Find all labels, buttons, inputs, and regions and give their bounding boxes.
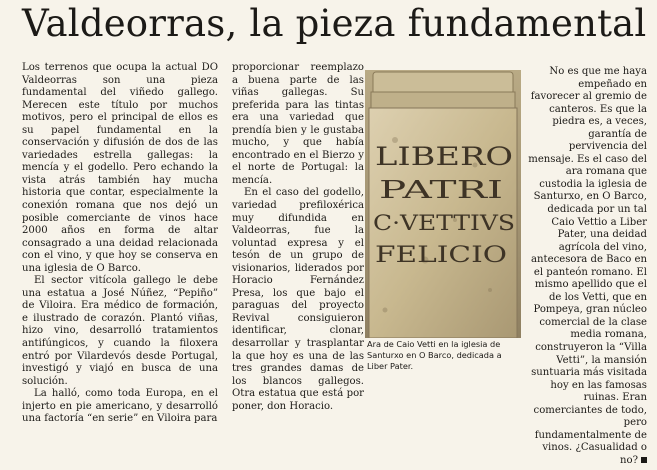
column-1	[22, 62, 218, 426]
roman-altar-image	[365, 70, 521, 338]
headline: Valdeorras, la pieza fundamental	[22, 2, 647, 45]
column-2	[232, 62, 364, 413]
paragraph: El sector vitícola gallego le debe una estatua a José Núñez, “Pepiño” de Viloira. Era médico de formación, e ilustrado de corazón. Plantó viñas, hizo vino, desarrolló tratamientos antifúngicos, y cuando la filoxera entró por Vilardevós desde Portugal, investigó y viajó en busca de una solución.	[22, 275, 218, 387]
inscription-line: LIBERO	[375, 142, 513, 171]
inscription-line: FELICIO	[375, 243, 507, 268]
inscription-line: C·VETTIVS	[373, 211, 515, 235]
paragraph-start	[527, 66, 647, 468]
end-square-icon	[641, 457, 647, 463]
inscription-line: PATRI	[379, 176, 503, 204]
paragraph-text: No es que me haya empeñado en favorecer al gremio de canteros. Es que la piedra es, a veces, garantía de pervivencia del mensaje. Es el caso del ara romana que custodia la iglesia de Santurxo, en O Barco, dedicada por un tal Caio Vettio a Liber Pater, una deidad agrícola del vino, antecesora de Baco en el panteón romano. El mismo apellido que el de los Vetti, que en Pompeya, gran núcleo comercial de la clase media romana, construyeron la “Villa Vetti”, la mansión suntuaria más visitada hoy en las famosas ruinas. Eran comerciantes de todo, pero fundamentalmente de vinos. ¿Casualidad o no?	[528, 66, 647, 466]
paragraph: La halló, como toda Europa, en el injerto en pie americano, y desarrolló una factoría “en serie” en Viloira para	[22, 388, 218, 425]
paragraph: En el caso del godello, variedad prefiloxérica muy difundida en Valdeorras, fue la voluntad expresa y el tesón de un grupo de visionarios, liderados por Horacio Fernández Presa, los que bajo el paraguas del proyecto Revival consiguieron identificar, clonar, desarrollar y trasplantar la que hoy es una de las tres grandes damas de los blancos gallegos. Otra estatua que está por poner, don Horacio.	[232, 187, 364, 412]
paragraph: Los terrenos que ocupa la actual DO Valdeorras son una pieza fundamental del viñedo gallego. Merecen este título por muchos motivos, pero el principal de ellos es su papel fundamental en la conservación y difusión de dos de las variedades estrella gallegas: la mencía y el godello. Pero echando la vista atrás también hay mucha historia que contar, especialmente la conexión romana que nos dejó un posible comerciante de vinos hace 2000 años en forma de altar consagrado a una deidad relacionada con el vino, y que hoy se conserva en una iglesia de O Barco.	[22, 62, 218, 274]
column-4	[527, 66, 647, 468]
paragraph: proporcionar reemplazo a buena parte de las viñas gallegas. Su preferida para las tintas era una variedad que prendía bien y le gustaba mucho, y que había encontrado en el Bierzo y el norte de Portugal: la mencía.	[232, 62, 364, 186]
altar-photo	[365, 70, 521, 338]
photo-caption: Ara de Caio Vetti en la iglesia de Santurxo en O Barco, dedicada a Liber Pater.	[367, 339, 502, 371]
